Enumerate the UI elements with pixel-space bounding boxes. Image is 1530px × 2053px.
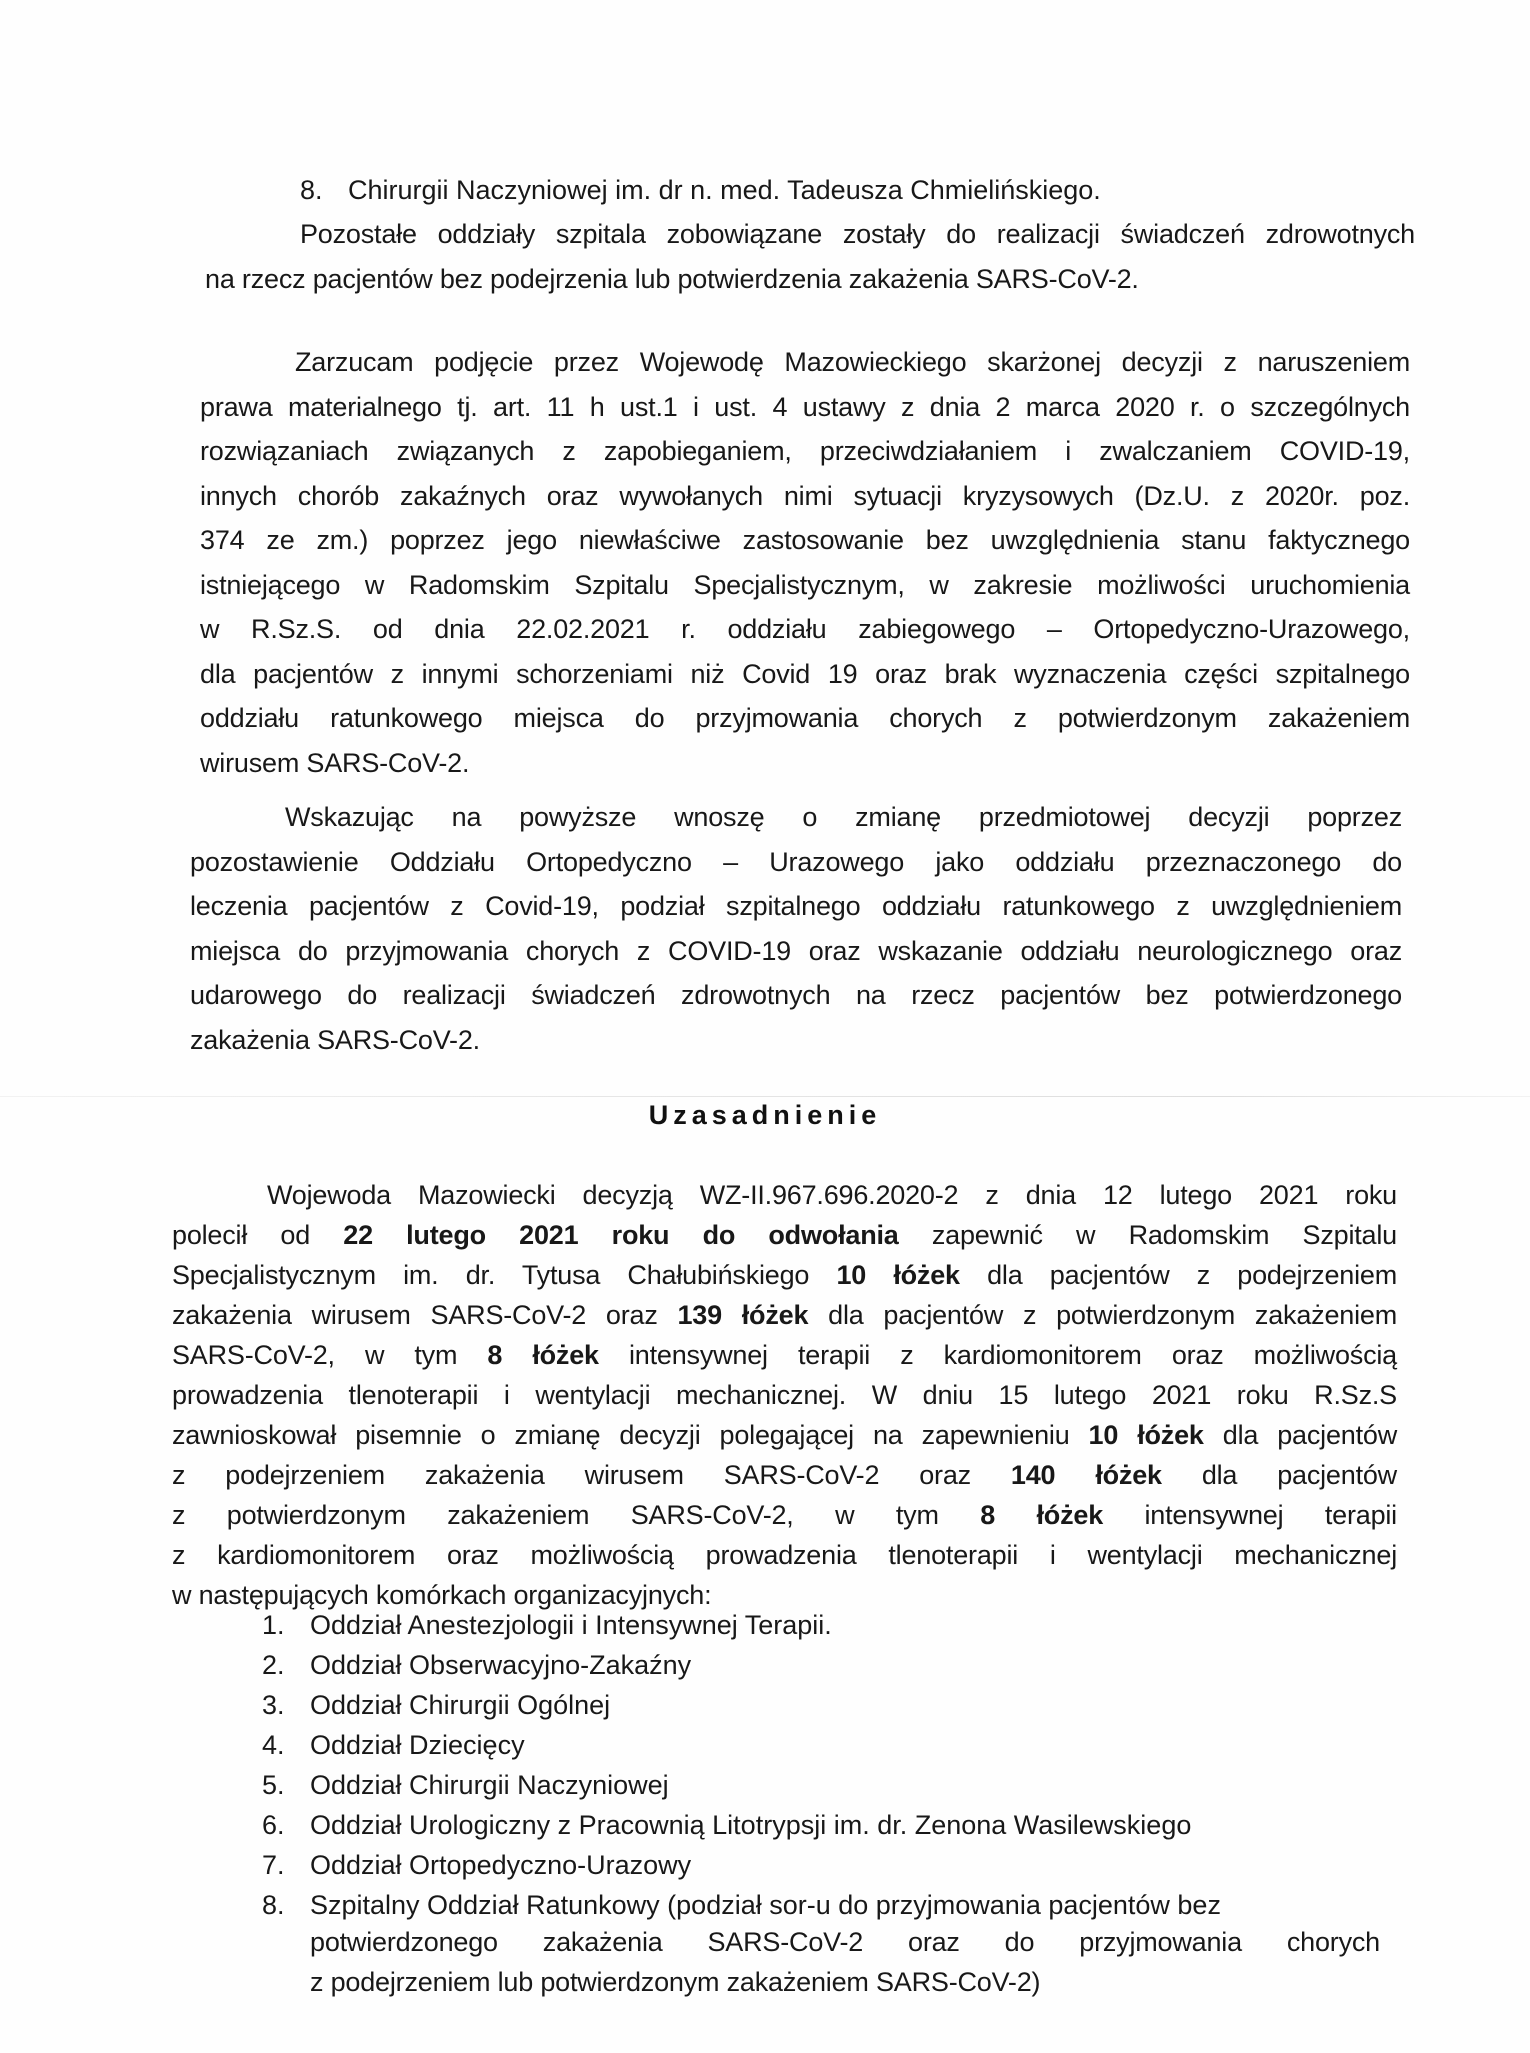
- unit-number: 6.: [262, 1810, 285, 1840]
- unit-number: 5.: [262, 1770, 285, 1800]
- text-run: z podejrzeniem zakażenia wirusem SARS-CoV-2 oraz: [172, 1460, 1011, 1490]
- unit-number: 1.: [262, 1610, 285, 1640]
- text-line: istniejącego w Radomskim Szpitalu Specjalistycznym, w zakresie możliwości uruchomienia: [200, 569, 1410, 600]
- text-line: Wojewoda Mazowiecki decyzją WZ-II.967.696.2020-2 z dnia 12 lutego 2021 roku: [267, 1180, 1397, 1210]
- text-line: z kardiomonitorem oraz możliwością prowadzenia tlenoterapii i wentylacji mechanicznej: [172, 1540, 1397, 1570]
- text-line: dla pacjentów z innymi schorzeniami niż Covid 19 oraz brak wyznaczenia części szpitalnego: [200, 658, 1410, 689]
- unit-text: Oddział Ortopedyczno-Urazowy: [310, 1850, 692, 1880]
- unit-item-6: [262, 1805, 1191, 1845]
- text-line: oddziału ratunkowego miejsca do przyjmowania chorych z potwierdzonym zakażeniem: [200, 703, 1410, 733]
- bold-text-run: 8 łóżek: [980, 1500, 1104, 1530]
- unit-item-1: [262, 1605, 832, 1645]
- page-divider: [0, 1096, 1530, 1097]
- text-line: prawa materialnego tj. art. 11 h ust.1 i ust. 4 ustawy z dnia 2 marca 2020 r. o szczególnych: [200, 391, 1410, 422]
- unit-text: Oddział Obserwacyjno-Zakaźny: [310, 1650, 692, 1680]
- justification-paragraph: [172, 1175, 1397, 1615]
- text-run: dla pacjentów z potwierdzonym zakażeniem: [808, 1300, 1397, 1330]
- ward-item-8: [300, 170, 1101, 210]
- unit-item-3: [262, 1685, 610, 1725]
- unit-number: 8.: [262, 1890, 285, 1920]
- text-run: intensywnej terapii: [1103, 1500, 1397, 1530]
- ward-item-number: 8.: [300, 175, 323, 205]
- remaining-wards-paragraph: [205, 212, 1415, 301]
- bold-text-run: 22 lutego 2021 roku do odwołania: [343, 1220, 899, 1250]
- text-line: wirusem SARS-CoV-2.: [200, 747, 470, 778]
- text-run: Specjalistycznym im. dr. Tytusa Chałubińskiego: [172, 1260, 837, 1290]
- bold-text-run: 10 łóżek: [1088, 1420, 1204, 1450]
- bold-text-run: 10 łóżek: [836, 1260, 960, 1290]
- unit-text: Szpitalny Oddział Ratunkowy (podział sor-u do przyjmowania pacjentów bez: [310, 1890, 1221, 1920]
- unit-number: 7.: [262, 1850, 285, 1880]
- text-run: dla pacjentów: [1203, 1420, 1397, 1450]
- text-run: zawnioskował pisemnie o zmianę decyzji polegającej na zapewnieniu: [172, 1420, 1089, 1450]
- text-line: [172, 1295, 1397, 1335]
- unit-8-continuation: [310, 1922, 1380, 2002]
- unit-item-2: [262, 1645, 691, 1685]
- bold-text-run: 140 łóżek: [1010, 1460, 1162, 1490]
- objection-paragraph: [200, 340, 1410, 785]
- text-line: w R.Sz.S. od dnia 22.02.2021 r. oddziału zabiegowego – Ortopedyczno-Urazowego,: [200, 614, 1410, 644]
- unit-number: 2.: [262, 1650, 285, 1680]
- bold-text-run: 139 łóżek: [677, 1300, 809, 1330]
- ward-item-text: Chirurgii Naczyniowej im. dr n. med. Tadeusza Chmielińskiego.: [348, 175, 1101, 205]
- unit-text: Oddział Anestezjologii i Intensywnej Terapii.: [310, 1610, 832, 1640]
- unit-text: Oddział Chirurgii Ogólnej: [310, 1690, 611, 1720]
- text-line: Zarzucam podjęcie przez Wojewodę Mazowieckiego skarżonej decyzji z naruszeniem: [295, 347, 1410, 377]
- section-heading: Uzasadnienie: [648, 1100, 882, 1130]
- text-line: potwierdzonego zakażenia SARS-CoV-2 oraz do przyjmowania chorych: [310, 1927, 1380, 1957]
- unit-number: 4.: [262, 1730, 285, 1760]
- text-line: na rzecz pacjentów bez podejrzenia lub potwierdzenia zakażenia SARS-CoV-2.: [205, 263, 1139, 294]
- text-line: z podejrzeniem lub potwierdzonym zakażeniem SARS-CoV-2): [310, 1967, 1041, 1997]
- text-line: 374 ze zm.) poprzez jego niewłaściwe zastosowanie bez uwzględnienia stanu faktycznego: [200, 525, 1410, 555]
- text-run: zapewnić w Radomskim Szpitalu: [898, 1220, 1397, 1250]
- text-line: pozostawienie Oddziału Ortopedyczno – Urazowego jako oddziału przeznaczonego do: [190, 846, 1402, 877]
- unit-text: Oddział Chirurgii Naczyniowej: [310, 1770, 669, 1800]
- text-line: [172, 1455, 1397, 1495]
- text-run: intensywnej terapii z kardiomonitorem oraz możliwością: [598, 1340, 1397, 1370]
- text-line: zakażenia SARS-CoV-2.: [190, 1024, 480, 1055]
- text-line: Pozostałe oddziały szpitala zobowiązane zostały do realizacji świadczeń zdrowotnych: [300, 219, 1415, 249]
- unit-item-5: [262, 1765, 669, 1805]
- unit-text: Oddział Dziecięcy: [310, 1730, 525, 1760]
- unit-item-7: [262, 1845, 691, 1885]
- text-line: prowadzenia tlenoterapii i wentylacji mechanicznej. W dniu 15 lutego 2021 roku R.Sz.S: [172, 1380, 1397, 1410]
- text-line: innych chorób zakaźnych oraz wywołanych nimi sytuacji kryzysowych (Dz.U. z 2020r. poz.: [200, 480, 1410, 511]
- text-run: zakażenia wirusem SARS-CoV-2 oraz: [172, 1300, 678, 1330]
- text-line: leczenia pacjentów z Covid-19, podział szpitalnego oddziału ratunkowego z uwzględnieniem: [190, 891, 1402, 921]
- bold-text-run: 8 łóżek: [487, 1340, 599, 1370]
- unit-text: Oddział Urologiczny z Pracownią Litotrypsji im. dr. Zenona Wasilewskiego: [310, 1810, 1192, 1840]
- unit-item-8: [262, 1885, 1221, 1925]
- text-line: w następujących komórkach organizacyjnych:: [172, 1580, 712, 1610]
- text-run: dla pacjentów: [1161, 1460, 1397, 1490]
- text-line: Wskazując na powyższe wnoszę o zmianę przedmiotowej decyzji poprzez: [285, 802, 1402, 832]
- text-line: miejsca do przyjmowania chorych z COVID-19 oraz wskazanie oddziału neurologicznego oraz: [190, 935, 1402, 966]
- text-run: z potwierdzonym zakażeniem SARS-CoV-2, w tym: [172, 1500, 981, 1530]
- text-line: [172, 1415, 1397, 1455]
- text-run: SARS-CoV-2, w tym: [172, 1340, 488, 1370]
- unit-number: 3.: [262, 1690, 285, 1720]
- text-line: rozwiązaniach związanych z zapobieganiem, przeciwdziałaniem i zwalczaniem COVID-19,: [200, 436, 1410, 466]
- text-run: polecił od: [172, 1220, 344, 1250]
- text-run: dla pacjentów z podejrzeniem: [959, 1260, 1397, 1290]
- text-line: [172, 1215, 1397, 1255]
- request-paragraph: [190, 795, 1402, 1062]
- text-line: [172, 1335, 1397, 1375]
- text-line: [172, 1495, 1397, 1535]
- text-line: udarowego do realizacji świadczeń zdrowotnych na rzecz pacjentów bez potwierdzonego: [190, 980, 1402, 1010]
- unit-item-4: [262, 1725, 525, 1765]
- text-line: [172, 1255, 1397, 1295]
